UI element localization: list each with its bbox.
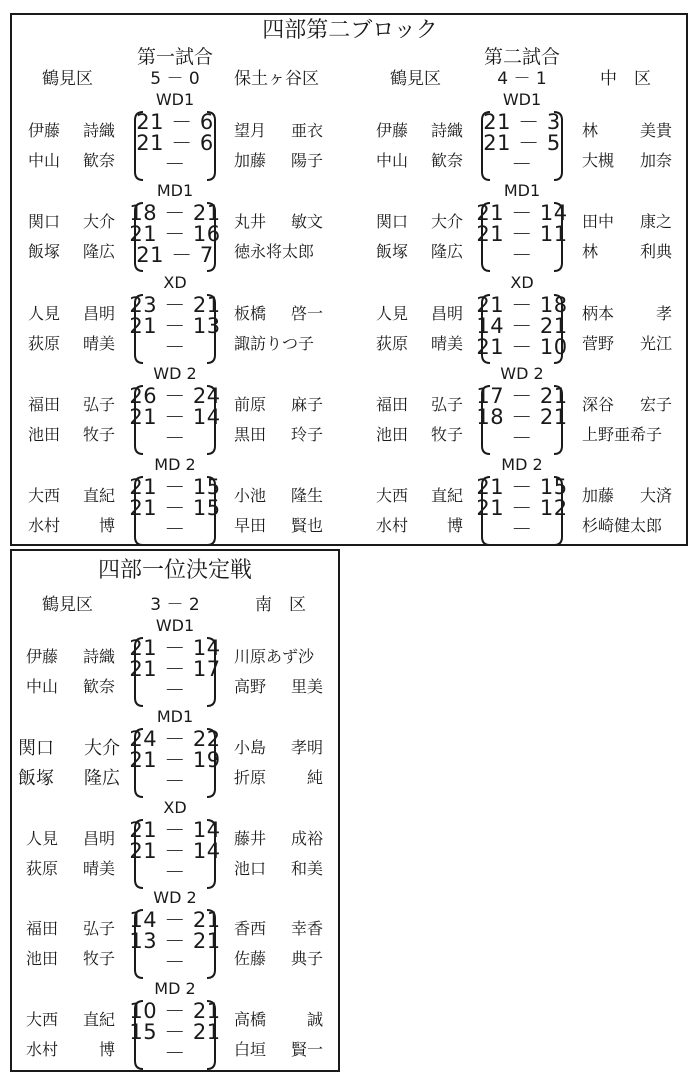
player-surname-left: 中山 xyxy=(26,677,59,696)
team-right: 中 区 xyxy=(600,69,651,89)
event-label: XD xyxy=(163,798,187,817)
player-surname-right: 丸井 xyxy=(234,212,267,231)
team-left: 鶴見区 xyxy=(42,69,93,89)
event-label: WD1 xyxy=(155,616,195,635)
game-score: － xyxy=(511,426,533,450)
event-label: WD 2 xyxy=(153,364,197,383)
game-score: 21 － 7 xyxy=(136,243,214,267)
game-score: 21 － 15 xyxy=(476,475,568,499)
game-score: 21 － 14 xyxy=(129,818,221,842)
player-surname-left: 伊藤 xyxy=(28,121,61,140)
event-label: WD1 xyxy=(155,90,195,109)
player-surname-left: 大西 xyxy=(26,1010,59,1029)
player-surname-right: 林 xyxy=(582,121,599,140)
game-score: 21 － 14 xyxy=(129,839,221,863)
player-surname-right: 佐藤 xyxy=(234,949,267,968)
player-surname-left: 関口 xyxy=(28,212,61,231)
final-title: 四部一位決定戦 xyxy=(97,558,253,583)
player-surname-right: 香西 xyxy=(234,919,267,938)
player-given-left: 昌明 xyxy=(430,304,463,323)
player-surname-left: 池田 xyxy=(28,425,61,444)
player-surname-left: 荻原 xyxy=(28,334,61,353)
player-given-right: 幸香 xyxy=(290,919,323,938)
player-given-left: 牧子 xyxy=(430,425,463,444)
match-title: 第二試合 xyxy=(483,46,561,68)
game-score: － xyxy=(164,950,186,974)
player-given-right: 敏文 xyxy=(290,212,323,231)
player-given-left: 詩織 xyxy=(82,647,115,666)
game-score: － xyxy=(164,678,186,702)
player-given-left: 弘子 xyxy=(82,919,115,938)
player-surname-right: 小池 xyxy=(234,486,267,505)
player-given-left: 歓奈 xyxy=(82,677,115,696)
game-score: － xyxy=(164,517,186,541)
game-score: － xyxy=(164,769,186,793)
player-surname-left: 大西 xyxy=(28,486,61,505)
player-surname-left: 伊藤 xyxy=(376,121,409,140)
game-score: 26 － 24 xyxy=(129,384,221,408)
player-surname-right: 望月 xyxy=(234,121,267,140)
final-team-left: 鶴見区 xyxy=(42,595,93,615)
game-score: 21 － 14 xyxy=(129,636,221,660)
event-label: XD xyxy=(163,273,187,292)
player-given-left: 晴美 xyxy=(82,334,115,353)
player-surname-right: 早田 xyxy=(234,516,267,535)
game-score: 21 － 19 xyxy=(129,748,221,772)
player-given-right: 賢一 xyxy=(290,1040,323,1059)
player-surname-right: 林 xyxy=(582,242,599,261)
player-given-right: 光江 xyxy=(639,334,672,353)
player-surname-left: 水村 xyxy=(26,1040,59,1059)
player-given-left: 博 xyxy=(98,516,115,535)
player-given-left: 直紀 xyxy=(430,486,463,505)
game-score: 21 － 10 xyxy=(476,335,568,359)
player-surname-right: 池口 xyxy=(234,859,267,878)
game-score: 14 － 21 xyxy=(129,908,221,932)
event-label: MD1 xyxy=(503,181,541,200)
player-given-left: 歓奈 xyxy=(430,151,463,170)
player-surname-left: 福田 xyxy=(376,395,409,414)
player-given-left: 大介 xyxy=(430,212,463,231)
player-surname-right: 藤井 xyxy=(234,829,267,848)
game-score: 18 － 21 xyxy=(129,201,221,225)
player-surname-right: 徳永将太郎 xyxy=(234,242,315,261)
player-given-right: 賢也 xyxy=(290,516,323,535)
game-score: － xyxy=(164,335,186,359)
game-score: 21 － 17 xyxy=(129,657,221,681)
game-score: 21 － 5 xyxy=(483,131,561,155)
team-left: 鶴見区 xyxy=(390,69,441,89)
player-given-right: 孝明 xyxy=(290,738,323,757)
player-surname-right: 諏訪りつ子 xyxy=(234,334,315,353)
player-given-left: 博 xyxy=(98,1040,115,1059)
match-title: 第一試合 xyxy=(136,46,214,68)
team-right: 保土ヶ谷区 xyxy=(234,69,319,89)
player-given-left: 晴美 xyxy=(82,859,115,878)
event-label: MD1 xyxy=(156,707,194,726)
player-surname-left: 人見 xyxy=(28,304,61,323)
block-panel xyxy=(10,13,688,546)
player-given-right: 和美 xyxy=(290,859,323,878)
player-surname-left: 伊藤 xyxy=(26,647,59,666)
player-given-left: 昌明 xyxy=(82,829,115,848)
game-score: － xyxy=(164,152,186,176)
player-surname-left: 飯塚 xyxy=(28,242,61,261)
game-score: － xyxy=(511,517,533,541)
player-given-right: 誠 xyxy=(306,1010,323,1029)
player-surname-right: 黒田 xyxy=(234,425,267,444)
player-surname-left: 大西 xyxy=(376,486,409,505)
player-given-left: 弘子 xyxy=(82,395,115,414)
player-surname-left: 池田 xyxy=(26,949,59,968)
game-score: 21 － 18 xyxy=(476,293,568,317)
player-surname-left: 中山 xyxy=(376,151,409,170)
player-given-left: 博 xyxy=(446,516,463,535)
player-surname-right: 小島 xyxy=(234,738,267,757)
event-label: XD xyxy=(510,273,534,292)
game-score: 21 － 3 xyxy=(483,110,561,134)
event-label: MD 2 xyxy=(501,455,543,474)
game-score: 17 － 21 xyxy=(476,384,568,408)
player-given-left: 直紀 xyxy=(82,486,115,505)
player-surname-left: 福田 xyxy=(28,395,61,414)
player-surname-right: 白垣 xyxy=(234,1040,267,1059)
player-surname-left: 池田 xyxy=(376,425,409,444)
player-given-right: 陽子 xyxy=(290,151,323,170)
final-team-right: 南 区 xyxy=(255,595,306,615)
player-surname-left: 関口 xyxy=(376,212,409,231)
game-score: 21 － 6 xyxy=(136,110,214,134)
player-surname-left: 福田 xyxy=(26,919,59,938)
game-score: 21 － 6 xyxy=(136,131,214,155)
player-surname-right: 菅野 xyxy=(582,334,615,353)
player-surname-right: 加藤 xyxy=(582,486,615,505)
player-surname-left: 飯塚 xyxy=(376,242,409,261)
player-given-right: 玲子 xyxy=(290,425,323,444)
player-given-right: 加奈 xyxy=(639,151,672,170)
block-title: 四部第二ブロック xyxy=(262,18,438,43)
player-given-left: 昌明 xyxy=(82,304,115,323)
game-score: 21 － 14 xyxy=(129,405,221,429)
game-score: 21 － 16 xyxy=(129,222,221,246)
game-score: 21 － 12 xyxy=(476,496,568,520)
player-surname-right: 田中 xyxy=(582,212,615,231)
player-given-left: 詩織 xyxy=(82,121,115,140)
player-given-left: 大介 xyxy=(84,738,120,759)
game-score: 21 － 15 xyxy=(129,475,221,499)
player-surname-right: 板橋 xyxy=(234,304,267,323)
player-given-right: 美貴 xyxy=(639,121,672,140)
event-label: WD 2 xyxy=(153,888,197,907)
match-result: 4 － 1 xyxy=(497,69,547,89)
player-surname-right: 大槻 xyxy=(582,151,615,170)
player-given-right: 亜衣 xyxy=(290,121,323,140)
player-surname-left: 水村 xyxy=(28,516,61,535)
player-given-left: 隆広 xyxy=(430,242,463,261)
game-score: 21 － 14 xyxy=(476,201,568,225)
player-surname-right: 高野 xyxy=(234,677,267,696)
player-surname-right: 川原あず沙 xyxy=(234,647,315,666)
player-surname-left: 飯塚 xyxy=(18,768,54,789)
final-result: 3 － 2 xyxy=(150,595,200,615)
game-score: 13 － 21 xyxy=(129,929,221,953)
game-score: 21 － 11 xyxy=(476,222,568,246)
player-surname-right: 柄本 xyxy=(582,304,615,323)
player-surname-left: 荻原 xyxy=(26,859,59,878)
player-given-left: 隆広 xyxy=(84,768,120,789)
event-label: MD 2 xyxy=(154,455,196,474)
player-given-right: 典子 xyxy=(290,949,323,968)
match-result: 5 － 0 xyxy=(150,69,200,89)
event-label: WD 2 xyxy=(500,364,544,383)
game-score: 14 － 21 xyxy=(476,314,568,338)
game-score: － xyxy=(511,152,533,176)
game-score: － xyxy=(164,1041,186,1065)
player-surname-right: 加藤 xyxy=(234,151,267,170)
game-score: 15 － 21 xyxy=(129,1020,221,1044)
game-score: 10 － 21 xyxy=(129,999,221,1023)
game-score: 18 － 21 xyxy=(476,405,568,429)
player-surname-left: 人見 xyxy=(26,829,59,848)
player-given-right: 孝 xyxy=(655,304,672,323)
player-given-right: 啓一 xyxy=(290,304,323,323)
player-surname-right: 折原 xyxy=(234,768,267,787)
player-given-left: 歓奈 xyxy=(82,151,115,170)
player-given-right: 成裕 xyxy=(290,829,323,848)
player-given-left: 隆広 xyxy=(82,242,115,261)
player-given-left: 弘子 xyxy=(430,395,463,414)
player-given-left: 大介 xyxy=(82,212,115,231)
game-score: 21 － 15 xyxy=(129,496,221,520)
player-surname-left: 関口 xyxy=(18,738,54,759)
player-surname-right: 上野亜希子 xyxy=(582,425,663,444)
player-given-right: 康之 xyxy=(639,212,672,231)
player-given-left: 牧子 xyxy=(82,949,115,968)
player-given-left: 牧子 xyxy=(82,425,115,444)
player-surname-left: 荻原 xyxy=(376,334,409,353)
player-given-right: 麻子 xyxy=(290,395,323,414)
player-given-right: 宏子 xyxy=(639,395,672,414)
player-surname-left: 水村 xyxy=(376,516,409,535)
player-given-right: 利典 xyxy=(639,242,672,261)
event-label: MD 2 xyxy=(154,979,196,998)
player-given-right: 大済 xyxy=(639,486,672,505)
event-label: MD1 xyxy=(156,181,194,200)
game-score: － xyxy=(164,426,186,450)
player-given-right: 里美 xyxy=(290,677,323,696)
player-given-left: 直紀 xyxy=(82,1010,115,1029)
player-surname-right: 高橋 xyxy=(234,1010,267,1029)
player-surname-left: 人見 xyxy=(376,304,409,323)
player-surname-left: 中山 xyxy=(28,151,61,170)
game-score: － xyxy=(164,860,186,884)
event-label: WD1 xyxy=(502,90,542,109)
game-score: － xyxy=(511,243,533,267)
player-surname-right: 杉崎健太郎 xyxy=(582,516,663,535)
player-surname-right: 前原 xyxy=(234,395,267,414)
player-given-left: 晴美 xyxy=(430,334,463,353)
player-surname-right: 深谷 xyxy=(582,395,615,414)
player-given-right: 隆生 xyxy=(290,486,323,505)
player-given-right: 純 xyxy=(306,768,323,787)
game-score: 24 － 22 xyxy=(129,727,221,751)
game-score: 21 － 13 xyxy=(129,314,221,338)
game-score: 23 － 21 xyxy=(129,293,221,317)
player-given-left: 詩織 xyxy=(430,121,463,140)
